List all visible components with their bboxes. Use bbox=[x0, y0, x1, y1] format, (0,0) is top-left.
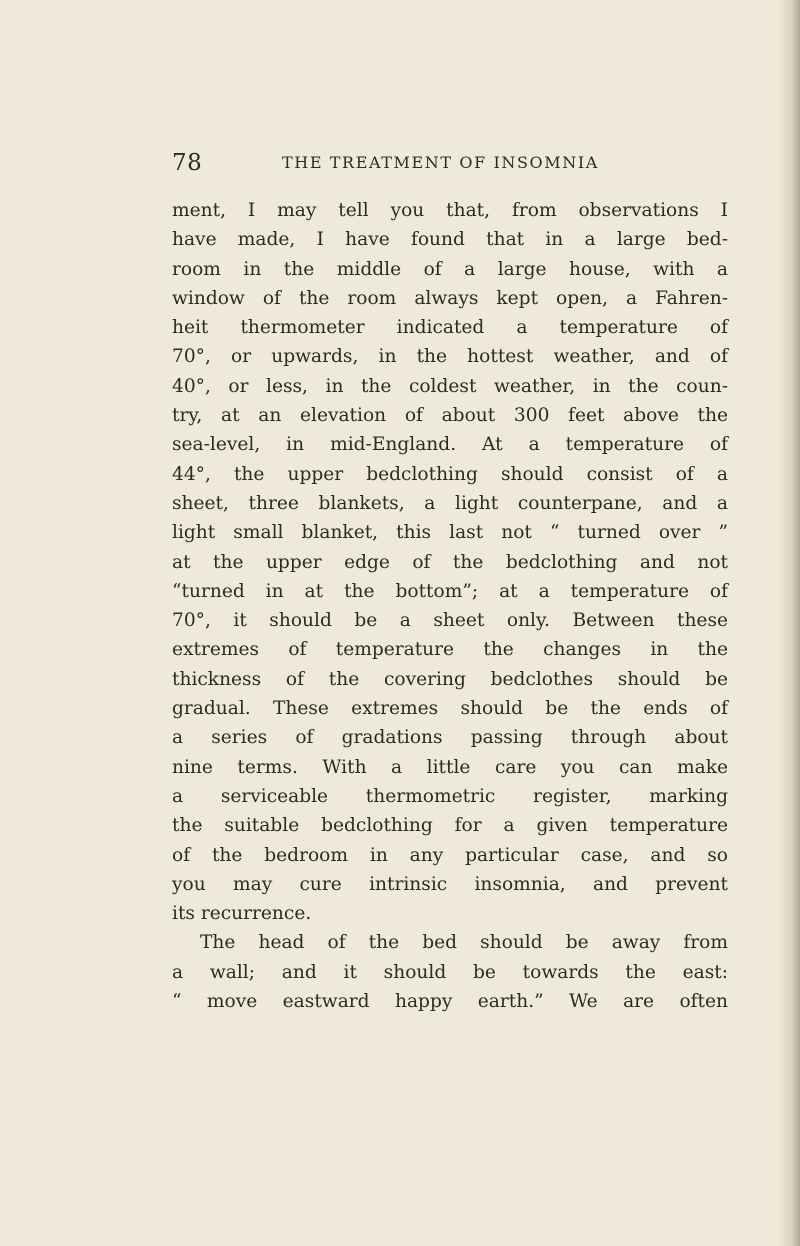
text-line: of the bedroom in any particular case, and so bbox=[172, 844, 728, 866]
text-line: heit thermometer indicated a temperature of bbox=[172, 317, 728, 339]
text-line-paragraph-start: The head of the bed should be away from bbox=[200, 932, 728, 954]
text-line: a serviceable thermometric register, marking bbox=[172, 785, 728, 807]
text-line: you may cure intrinsic insomnia, and prevent bbox=[172, 873, 728, 895]
page-number: 78 bbox=[172, 150, 203, 176]
text-line: 70°, it should be a sheet only. Between these bbox=[172, 610, 728, 632]
text-line: have made, I have found that in a large bed- bbox=[172, 229, 728, 251]
text-line: sheet, three blankets, a light counterpane, and a bbox=[172, 492, 728, 514]
text-line: gradual. These extremes should be the ends of bbox=[172, 698, 728, 720]
text-line: extremes of temperature the changes in the bbox=[172, 639, 728, 661]
text-line: sea-level, in mid-England. At a temperature of bbox=[172, 434, 728, 456]
text-line: a series of gradations passing through about bbox=[172, 727, 728, 749]
text-line: 40°, or less, in the coldest weather, in the coun- bbox=[172, 375, 728, 397]
text-line: room in the middle of a large house, with a bbox=[172, 258, 728, 280]
text-line: “turned in at the bottom”; at a temperature of bbox=[172, 580, 728, 602]
text-line: nine terms. With a little care you can make bbox=[172, 756, 728, 778]
text-line: window of the room always kept open, a Fahren- bbox=[172, 287, 728, 309]
text-line: try, at an elevation of about 300 feet above the bbox=[172, 405, 728, 427]
text-line: ment, I may tell you that, from observations I bbox=[172, 200, 728, 221]
body-text bbox=[172, 196, 728, 1016]
text-line: a wall; and it should be towards the east: bbox=[172, 961, 728, 983]
text-line: light small blanket, this last not “ turned over ” bbox=[172, 522, 728, 544]
page-header bbox=[172, 150, 728, 184]
page-edge-shadow bbox=[778, 0, 800, 1246]
text-line: 70°, or upwards, in the hottest weather, and of bbox=[172, 346, 728, 368]
text-line: at the upper edge of the bedclothing and not bbox=[172, 551, 728, 573]
text-line: thickness of the covering bedclothes should be bbox=[172, 668, 728, 690]
text-line: 44°, the upper bedclothing should consist of a bbox=[172, 463, 728, 485]
text-line-paragraph-end: its recurrence. bbox=[172, 903, 312, 925]
running-head: THE TREATMENT OF INSOMNIA bbox=[282, 153, 599, 172]
text-line: “ move eastward happy earth.” We are often bbox=[172, 991, 728, 1013]
text-line: the suitable bedclothing for a given temperature bbox=[172, 815, 728, 837]
